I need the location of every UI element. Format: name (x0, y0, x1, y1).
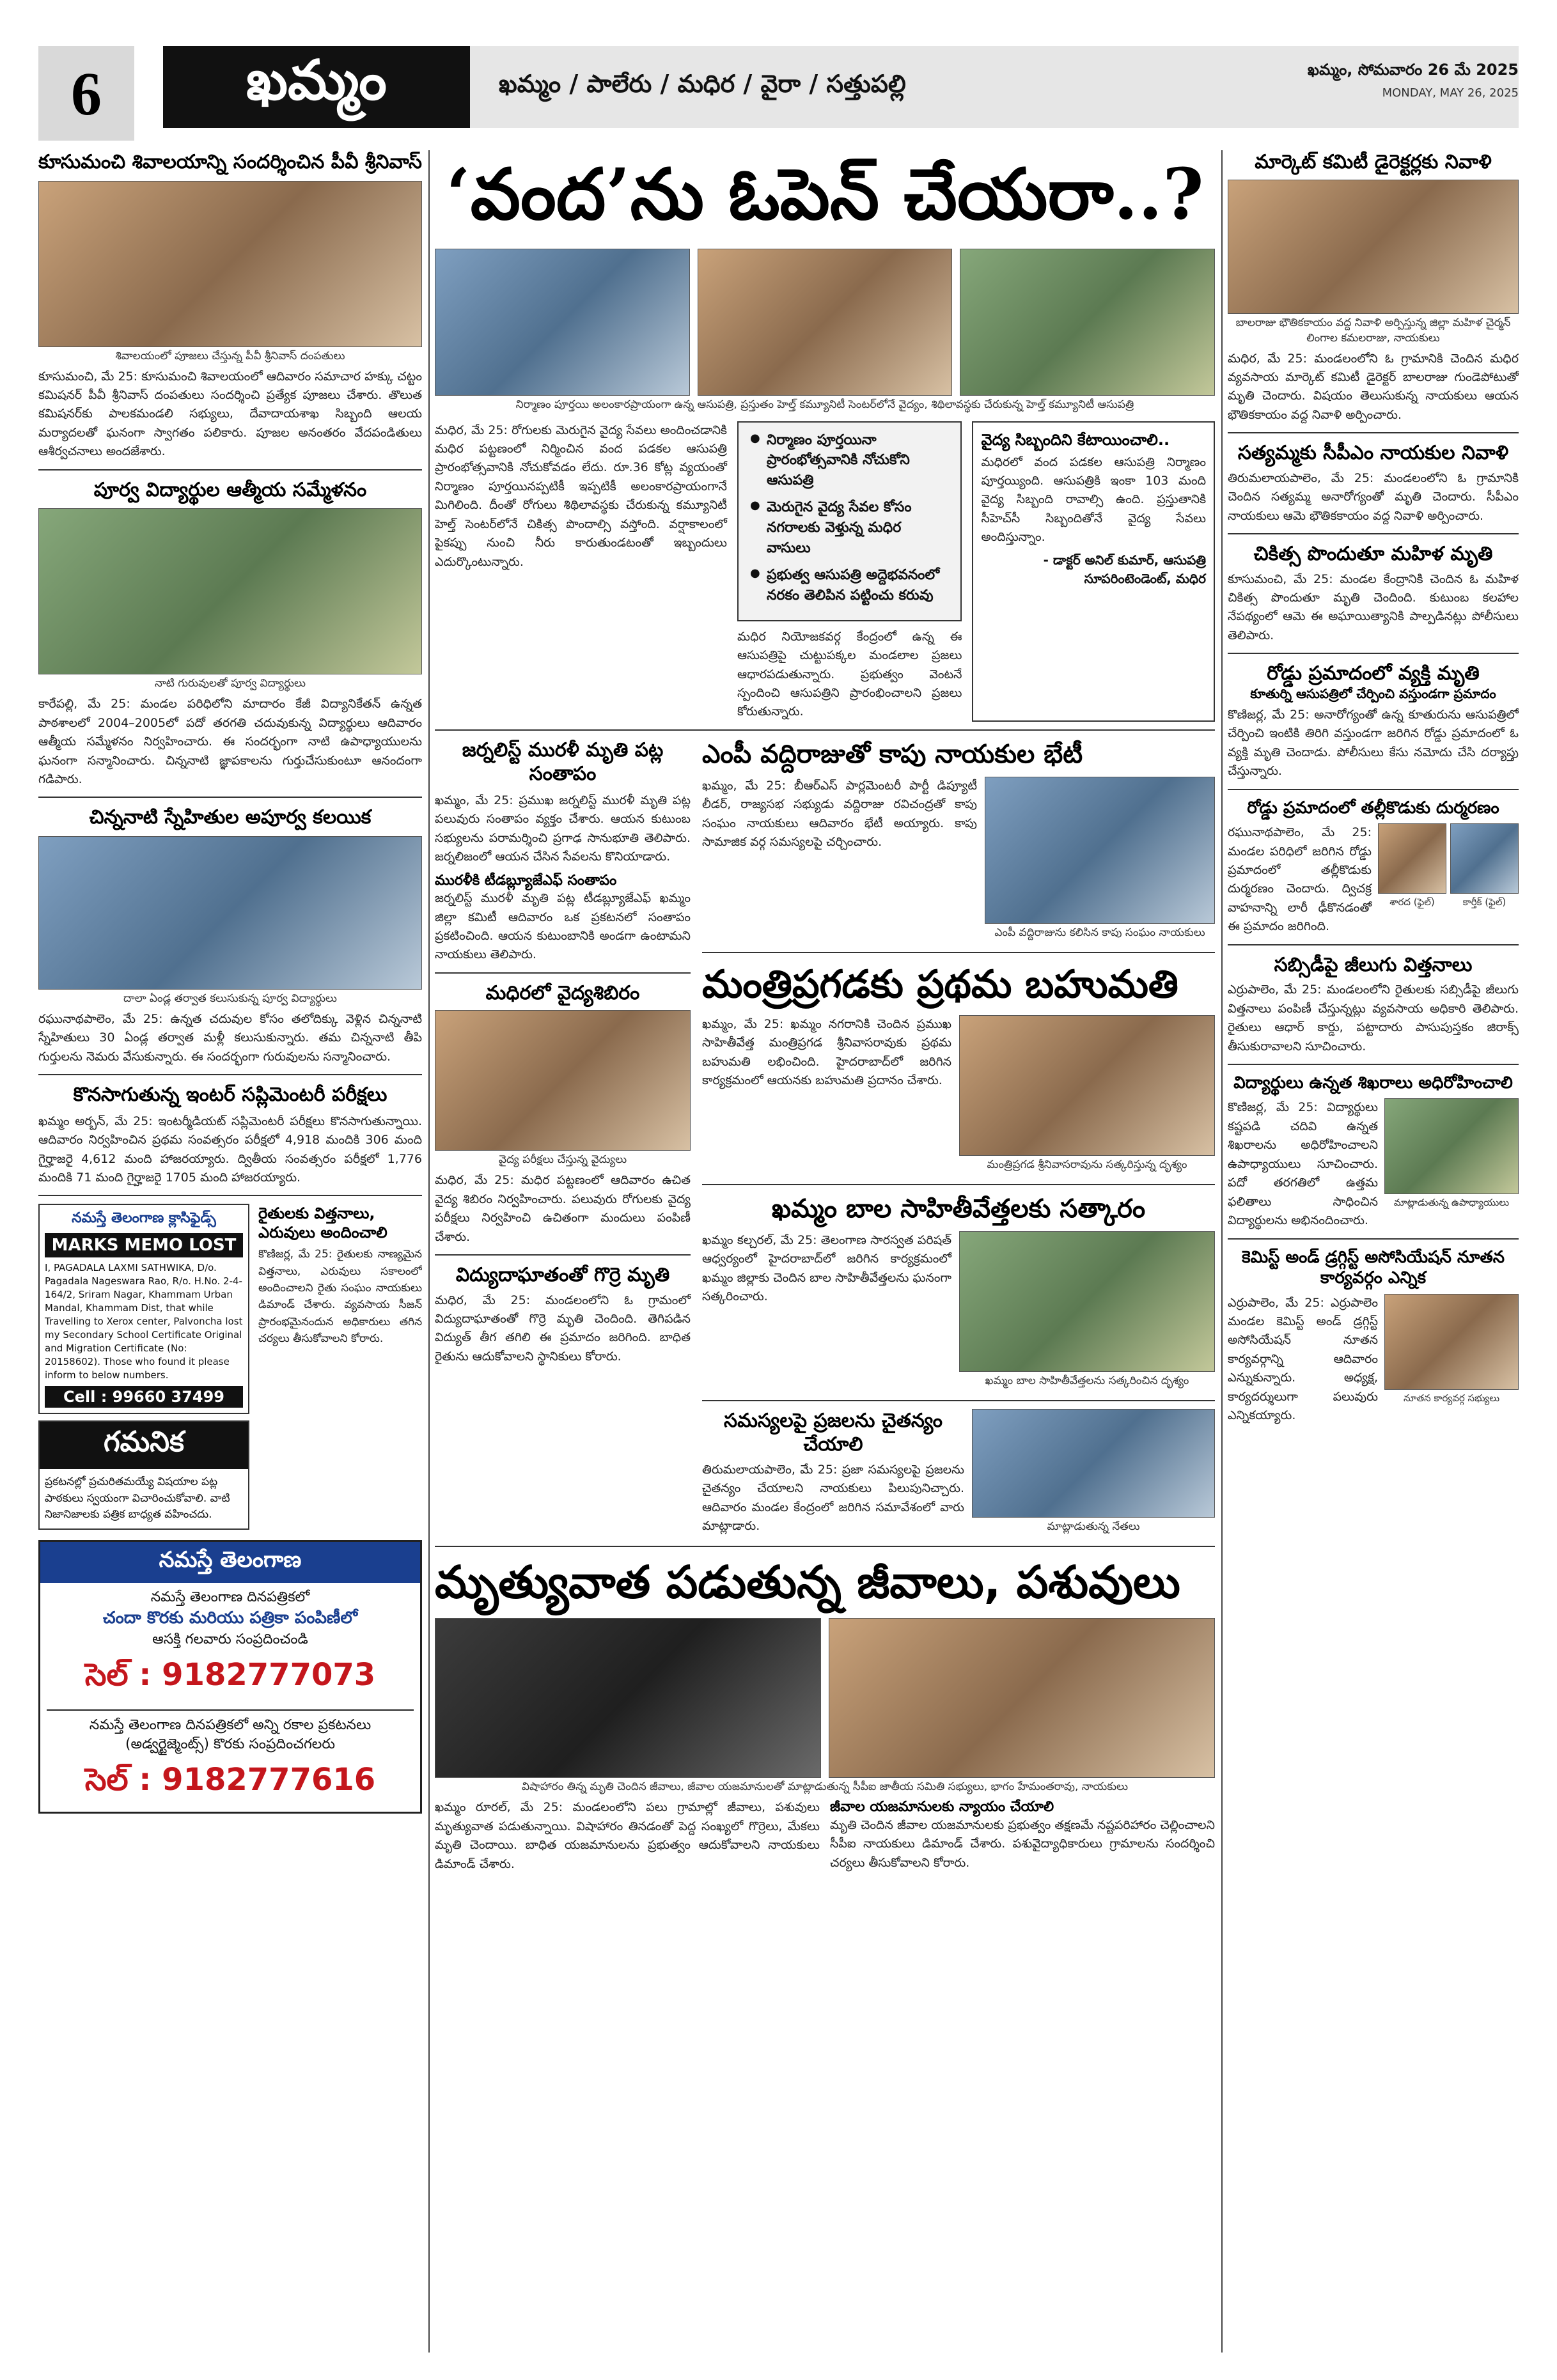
story-row (1228, 823, 1519, 937)
photo-caption: ఎంపీ వద్దిరాజును కలిసిన కాపు సంఘం నాయకులు (994, 926, 1205, 939)
photo-caption: కార్తీక్ (ఫైల్) (1462, 896, 1506, 908)
article-photo (38, 508, 422, 674)
right-column (1228, 150, 1519, 2353)
highlight: ● నిర్మాణం పూర్తయినా ప్రారంభోత్సవానికి నోచుకోని ఆసుపత్రి (750, 430, 950, 492)
portrait-photo (1378, 823, 1446, 894)
highlight: ● ప్రభుత్వ ఆసుపత్రి అద్దెభవనంలో నరకం తెలిపిన పట్టించు కరువు (750, 565, 950, 606)
article-body: కూసుమంచి, మే 25: మండల కేంద్రానికి చెందిన ఓ మహిళ చికిత్స పొందుతూ మృతి చెందింది. కుటుంబ కలహాల నేపథ్యంలో ఆమె ఈ అఘాయిత్యానికి పాల్పడినట్లు పోలీసులు తెలిపారు. (1228, 572, 1519, 642)
headline: మృత్యువాత పడుతున్న జీవాలు, పశువులు (435, 1555, 1180, 1608)
classified-text: I, PAGADALA LAXMI SATHWIKA, D/o. Pagadala Nageswara Rao, R/o. H.No. 2-4-164/2, Sriram Nagar, Khammam Urban Mandal, Khammam Dist, that while Travelling to Xerox center, Palvoncha lost my Secondary School Certificate Original and Migration Certificate (No: 20158602). Those who found it please inform to below numbers. (45, 1262, 243, 1381)
headline: విద్యుదాఘాతంతో గొర్రె మృతి (455, 1264, 670, 1287)
headline: రైతులకు విత్తనాలు, ఎరువులు అందించాలి (258, 1204, 387, 1242)
quote-headline: వైద్య సిబ్బందిని కేటాయించాలి.. (981, 430, 1170, 449)
text-block (830, 1798, 1215, 1874)
date-telugu: ఖమ్మం, సోమవారం 26 మే 2025 (1307, 61, 1519, 79)
divider (435, 1546, 1215, 1547)
headline: కెమిస్ట్ అండ్ డ్రగ్గిస్ట్ అసోసియేషన్ నూతన కార్యవర్గం ఎన్నిక (1242, 1247, 1505, 1287)
column-divider (428, 150, 430, 2353)
middle-column (435, 150, 1215, 2353)
quote-body: మధిరలో వంద పడకల ఆసుపత్రి నిర్మాణం పూర్తయ్యింది. ఆసుపత్రికి ఇంకా 103 మంది వైద్య సిబ్బంది రావాల్సి ఉంది. ప్రస్తుతానికి సీహెచ్‌సీ సిబ్బందితోనే వైద్య సేవలు అందిస్తున్నాం. (981, 455, 1206, 545)
photo-caption: నాటి గురువులతో పూర్వ విద్యార్థులు (155, 677, 306, 690)
ad-brand: నమస్తే తెలంగాణ (40, 1542, 420, 1583)
headline: మంత్రిప్రగడకు ప్రథమ బహుమతి (702, 961, 1178, 1007)
headline: రోడ్డు ప్రమాదంలో తల్లీకొడుకు దుర్మరణం (1247, 798, 1499, 818)
article-photo (1384, 1294, 1519, 1390)
notice-title: గమనిక (40, 1422, 248, 1469)
article-body: మధిర, మే 25: మండలంలోని ఓ గ్రామానికి చెందిన మధిర వ్యవసాయ మార్కెట్ కమిటీ డైరెక్టర్ బాలరాజు గుండెపోటుతో మృతి చెందారు. విషయం తెలుసుకున్న నాయకులు ఆయన భౌతికకాయం వద్ద నివాళి అర్పించారు. (1228, 351, 1519, 422)
meeting-photo (829, 1618, 1215, 1778)
divider (702, 1400, 1215, 1401)
story-row (702, 1409, 1215, 1538)
divider (435, 729, 1215, 731)
sub-headline: జీవాల యజమానులకు న్యాయం చేయాలి (830, 1799, 1054, 1816)
portrait-pair (1378, 823, 1519, 937)
article-body: మధిర, మే 25: మధిర పట్టణంలో ఆదివారం ఉచిత వైద్య శిబిరం నిర్వహించారు. పలువురు రోగులకు వైద్య పరీక్షలు నిర్వహించి ఉచితంగా మందులు పంపిణీ చేశారు. (435, 1173, 691, 1244)
lead-photos (435, 249, 1215, 396)
bottom-row (38, 1204, 422, 1530)
highlight: ● మెరుగైన వైద్య సేవల కోసం నగరాలకు వెళ్తున్న మధిర వాసులు (750, 497, 950, 559)
divider (38, 1074, 422, 1075)
subscription-ad (38, 1540, 422, 1814)
health-center-photo (960, 249, 1215, 396)
headline: ఎంపీ వద్దిరాజుతో కాపు నాయకుల భేటీ (702, 739, 1083, 769)
ad-line: నమస్తే తెలంగాణ దినపత్రికలో (150, 1589, 310, 1605)
article-body: రఘునాథపాలెం, మే 25: మండల పరిధిలో జరిగిన రోడ్డు ప్రమాదంలో తల్లీకొడుకు దుర్మరణం చెందారు. ద్విచక్ర వాహనాన్ని లారీ ఢీకొనడంతో ఈ ప్రమాదం జరిగింది. (1228, 825, 1372, 934)
lead-story (435, 421, 1215, 722)
article-body: జర్నలిస్ట్ మురళీ మృతి పట్ల టీడబ్ల్యూజేఎఫ్ ఖమ్మం జిల్లా కమిటీ ఆదివారం ఒక ప్రకటనలో సంతాపం ప్రకటించింది. ఆయన కుటుంబానికి అండగా ఉంటామని నాయకులు తెలిపారు. (435, 891, 691, 962)
headline: సబ్సిడీపై జీలుగు విత్తనాలు (1274, 953, 1473, 976)
article-photo (959, 1015, 1215, 1156)
mid-right-stack (702, 738, 1215, 1538)
article-photo (1228, 180, 1519, 314)
classified-brand: నమస్తే తెలంగాణ క్లాసిఫైడ్స్ (72, 1210, 216, 1227)
headline: చికిత్స పొందుతూ మహిళ మృతి (1253, 543, 1493, 566)
article-body: ఖమ్మం, మే 25: ఖమ్మం నగరానికి చెందిన ప్రముఖ సాహితీవేత్త మంత్రిప్రగడ శ్రీనివాసరావుకు ప్రథమ బహుమతి లభించింది. హైదరాబాద్‌లో జరిగిన కార్యక్రమంలో ఆయనకు బహుమతి ప్రదానం చేశారు. (702, 1016, 951, 1088)
article-photo (972, 1409, 1215, 1518)
ad-line: ఆసక్తి గలవారు సంప్రదించండి (152, 1631, 308, 1647)
sub-headline: కూతుర్ని ఆసుపత్రిలో చేర్పించి వస్తుండగా ప్రమాదం (1250, 685, 1496, 701)
article-photo (435, 1010, 691, 1151)
photo-block (1384, 1294, 1519, 1426)
headline: మధిరలో వైద్యశిబిరం (485, 981, 640, 1004)
article-photo (985, 777, 1215, 924)
ward-photo (698, 249, 953, 396)
story-row (702, 1231, 1215, 1392)
headline: కొనసాగుతున్న ఇంటర్ సప్లిమెంటరీ పరీక్షలు (73, 1084, 387, 1107)
photo-block (959, 1231, 1215, 1392)
headline: పూర్వ విద్యార్థుల ఆత్మీయ సమ్మేళనం (93, 478, 367, 501)
photo-caption: శారద (ఫైల్) (1389, 896, 1435, 908)
photo-caption: దాలా ఏండ్ల తర్వాత కలుసుకున్న పూర్వ విద్యార్థులు (123, 992, 337, 1005)
photo-block (972, 1409, 1215, 1538)
divider (1228, 533, 1519, 534)
article-body: మధిర, మే 25: రోగులకు మెరుగైన వైద్య సేవలు అందించడానికి మధిర పట్టణంలో నిర్మించిన వంద పడకల ఆసుపత్రి ప్రారంభోత్సవానికి నోచుకోవడం లేదు. రూ.36 కోట్ల వ్యయంతో నిర్మాణం పూర్తయినప్పటికీ ఇప్పటికీ అలంకారప్రాయంగానే మిగిలింది. దీంతో రోగులు శిథిలావస్థకు చేరుకున్న కమ్యూనిటీ హెల్త్ సెంటర్‌లోనే చికిత్స పొందాల్సి వస్తోంది. వర్షాకాలంలో పైకప్పు నుంచి నీరు కారుతుండటంతో ఇబ్బందులు ఎదుర్కొంటున్నారు. (435, 423, 727, 569)
article-body: ఖమ్మం కల్చరల్, మే 25: తెలంగాణ సారస్వత పరిషత్ ఆధ్వర్యంలో హైదరాబాద్‌లో జరిగిన కార్యక్రమంలో ఖమ్మం జిల్లాకు చెందిన బాల సాహితీవేత్తలను ఘనంగా సత్కరించారు. (702, 1233, 951, 1304)
portraits (1378, 823, 1519, 913)
edition-places: ఖమ్మం / పాలేరు / మధిర / వైరా / సత్తుపల్లి (499, 70, 906, 98)
photo-caption: నూతన కార్యవర్గ సభ్యులు (1403, 1392, 1500, 1404)
ad-phone: సెల్ : 9182777616 (84, 1761, 376, 1798)
article-body: కూసుమంచి, మే 25: కూసుమంచి శివాలయంలో ఆదివారం సమాచార హక్కు చట్టం కమిషనర్ పీవీ శ్రీనివాస్ దంపతులు సందర్శించి ప్రత్యేక పూజలు చేశారు. తొలుత కమిషనర్‌కు పాలకమండలి సభ్యులు, దేవాదాయశాఖ సిబ్బంది ఆలయ మర్యాదలతో ఘనంగా స్వాగతం పలికారు. పూజల అనంతరం వేదపండితులు ఆశీర్వచనాలు అందజేశారు. (38, 369, 422, 459)
story-photos (435, 1618, 1215, 1778)
headline: సమస్యలపై ప్రజలను చైతన్యం చేయాలి (724, 1409, 943, 1456)
photo-caption: మాట్లాడుతున్న నేతలు (1047, 1520, 1140, 1533)
portrait-block (1450, 823, 1519, 913)
divider (1228, 653, 1519, 654)
article-body: మధిర, మే 25: మండలంలోని ఓ గ్రామంలో విద్యుదాఘాతంతో గొర్రె మృతి చెందింది. తెగిపడిన విద్యుత్ తీగ తగిలి ఈ ప్రమాదం జరిగింది. బాధిత రైతును ఆదుకోవాలని స్థానికులు కోరారు. (435, 1293, 691, 1364)
article-body: కారేపల్లి, మే 25: మండల పరిధిలోని మాదారం కేజీ విద్యానికేతన్ ఉన్నత పాఠశాలలో 2004–2005లో పదో తరగతి చదువుకున్న విద్యార్థులు ఆదివారం ఆత్మీయ సమ్మేళనం నిర్వహించారు. ఈ సందర్భంగా నాటి ఉపాధ్యాయులను ఘనంగా సన్మానించారు. చిన్ననాటి జ్ఞాపకాలను గుర్తుచేసుకుంటూ ఆనందంగా గడిపారు. (38, 697, 422, 786)
headline: విద్యార్థులు ఉన్నత శిఖరాలు అధిరోహించాలి (1233, 1073, 1513, 1093)
headline: మార్కెట్ కమిటీ డైరెక్టర్లకు నివాళి (1255, 151, 1492, 173)
article-photo (38, 836, 422, 990)
classified-title: MARKS MEMO LOST (45, 1233, 243, 1257)
quote-byline: - డాక్టర్ అనిల్ కుమార్, ఆసుపత్రి సూపరింటెండెంట్, మధిర (1043, 552, 1206, 586)
date-english: MONDAY, MAY 26, 2025 (1382, 86, 1519, 100)
divider (702, 952, 1215, 953)
masthead-date (1308, 61, 1519, 100)
photo-caption: బాలరాజు భౌతికకాయం వద్ద నివాళి అర్పిస్తున్న జిల్లా మహిళ చైర్మన్ లింగాల కమలరాజు, నాయకులు (1235, 316, 1511, 345)
photo-block (985, 777, 1215, 944)
article-body: ఖమ్మం రూరల్, మే 25: మండలంలోని పలు గ్రామాల్లో జీవాలు, పశువులు మృత్యువాత పడుతున్నాయి. విషాహారం తినడంతో పెద్ద సంఖ్యలో గొర్రెలు, మేకలు మృతి చెందాయి. బాధిత యజమానులను ప్రభుత్వం ఆదుకోవాలని నాయకులు డిమాండ్ చేశారు. (435, 1800, 820, 1871)
divider (435, 972, 691, 974)
headline: కూసుమంచి శివాలయాన్ని సందర్శించిన పీవీ శ్రీనివాస్ (38, 151, 422, 173)
story-row (1228, 1098, 1519, 1230)
article-body: ఎర్రుపాలెం, మే 25: ఎర్రుపాలెం మండల కెమిస్ట్ అండ్ డ్రగ్గిస్ట్ అసోసియేషన్ నూతన కార్యవర్గాన్ని ఆదివారం ఎన్నుకున్నారు. అధ్యక్ష, కార్యదర్శులుగా పలువురు ఎన్నికయ్యారు. (1228, 1295, 1378, 1423)
article-body: కొణిజర్ల, మే 25: రైతులకు నాణ్యమైన విత్తనాలు, ఎరువులు సకాలంలో అందించాలని రైతు సంఘం నాయకులు డిమాండ్ చేశారు. వ్యవసాయ సీజన్ ప్రారంభమైనందున అధికారులు తగిన చర్యలు తీసుకోవాలని కోరారు. (258, 1248, 422, 1346)
photo-block (959, 1015, 1215, 1176)
divider (38, 1195, 422, 1196)
headline: రోడ్డు ప్రమాదంలో వ్యక్తి మృతి (1267, 662, 1480, 685)
story-row (1228, 1294, 1519, 1426)
photo-caption: వైద్య పరీక్షలు చేస్తున్న వైద్యులు (498, 1153, 627, 1167)
article-body: తిరుమలాయపాలెం, మే 25: ప్రజా సమస్యలపై ప్రజలను చైతన్యం చేయాలని నాయకులు పిలుపునిచ్చారు. ఆదివారం మండల కేంద్రంలో జరిగిన సమావేశంలో వారు మాట్లాడారు. (702, 1462, 964, 1534)
photo-caption: మంత్రిప్రగడ శ్రీనివాసరావును సత్కరిస్తున్న దృశ్యం (987, 1158, 1187, 1171)
ad-line: నమస్తే తెలంగాణ దినపత్రికలో అన్ని రకాల ప్రకటనలు (అడ్వర్టైజ్మెంట్స్) కొరకు సంప్రదించగలరు (47, 1709, 414, 1755)
notice-box (38, 1420, 249, 1530)
story-row (702, 777, 1215, 944)
sidebar-article (258, 1204, 422, 1530)
article-body: ఖమ్మం, మే 25: బీఆర్ఎస్ పార్లమెంటరీ పార్టీ డిప్యూటీ లీడర్, రాజ్యసభ సభ్యుడు వద్దిరాజు రవిచంద్రతో కాపు సంఘం నాయకులు ఆదివారం భేటీ అయ్యారు. కాపు సామాజిక వర్గ సమస్యలపై చర్చించారు. (702, 778, 977, 850)
article-body: రఘునాథపాలెం, మే 25: ఉన్నత చదువుల కోసం తలోదిక్కు వెళ్లిన చిన్ననాటి స్నేహితులు 30 ఏండ్ల తర్వాత మళ్లీ కలుసుకున్నారు. తమ చిన్ననాటి తీపి గుర్తులను నెమరు వేసుకున్నారు. ఈ సందర్భంగా గురువులను సన్మానించారు. (38, 1011, 422, 1064)
livestock-photo (435, 1618, 821, 1778)
photo-caption: ఖమ్మం బాల సాహితీవేత్తలను సత్కరించిన దృశ్యం (985, 1374, 1189, 1387)
article-body: ఎర్రుపాలెం, మే 25: మండలంలోని రైతులకు సబ్సిడీపై జీలుగు విత్తనాలు పంపిణీ చేస్తున్నట్లు వ్యవసాయ అధికారి తెలిపారు. రైతులు ఆధార్ కార్డు, పట్టాదారు పాసుపుస్తకం జిరాక్స్ తీసుకురావాలని సూచించారు. (1228, 983, 1519, 1054)
ad-content (40, 1583, 420, 1812)
article-photo (1384, 1098, 1519, 1194)
article-photo (959, 1231, 1215, 1372)
hospital-photo (435, 249, 690, 396)
divider (435, 1254, 691, 1256)
divider (1228, 789, 1519, 790)
divider (38, 469, 422, 471)
headline: సత్యమ్మకు సీపీఎం నాయకుల నివాళి (1237, 442, 1509, 465)
portrait-photo (1450, 823, 1519, 894)
photo-caption: మాట్లాడుతున్న ఉపాధ్యాయులు (1393, 1197, 1510, 1209)
portrait-block (1378, 823, 1446, 913)
photo-caption: నిర్మాణం పూర్తయి అలంకారప్రాయంగా ఉన్న ఆసుపత్రి, ప్రస్తుతం హెల్త్ కమ్యూనిటీ సెంటర్‌లోనే వైద్యం, శిథిలావస్థకు చేరుకున్న హెల్త్ కమ్యూనిటీ ఆసుపత్రి (515, 398, 1134, 411)
article-body: కొణిజర్ల, మే 25: విద్యార్థులు కష్టపడి చదివి ఉన్నత శిఖరాలను అధిరోహించాలని ఉపాధ్యాయులు సూచించారు. పదో తరగతిలో ఉత్తమ ఫలితాలు సాధించిన విద్యార్థులను అభినందించారు. (1228, 1100, 1378, 1228)
obituary-story (435, 738, 691, 1538)
text-block (702, 1409, 964, 1538)
article-body: తిరుమలాయపాలెం, మే 25: మండలంలోని ఓ గ్రామానికి చెందిన సత్యమ్మ అనారోగ్యంతో మృతి చెందారు. సీపీఎం నాయకులు ఆమె భౌతికకాయం వద్ద నివాళి అర్పించారు. (1228, 471, 1519, 523)
divider (1228, 432, 1519, 433)
sub-headline: మురళీకి టీడబ్ల్యూజేఎఫ్ సంతాపం (435, 872, 617, 889)
photo-block (1384, 1098, 1519, 1230)
lead-headline: ‘వంద’ను ఓపెన్ చేయరా..? (446, 153, 1204, 235)
divider (1228, 1064, 1519, 1065)
classified-ad (38, 1204, 249, 1414)
headline: చిన్ననాటి స్నేహితుల అపూర్వ కలయిక (89, 806, 372, 829)
story-row (702, 1015, 1215, 1176)
article-body: మధిర నియోజకవర్గ కేంద్రంలో ఉన్న ఈ ఆసుపత్రిపై చుట్టుపక్కల మండలాల ప్రజలు ఆధారపడుతున్నారు. ప్రభుత్వం వెంటనే స్పందించి ఆసుపత్రిని ప్రారంభించాలని ప్రజలు కోరుతున్నారు. (737, 629, 962, 719)
ad-line: చందా కొరకు మరియు పత్రికా పంపిణీలో (102, 1608, 358, 1628)
lead-sidebar (737, 421, 962, 722)
divider (702, 1184, 1215, 1185)
quote-box (972, 421, 1215, 722)
photo-caption: శివాలయంలో పూజలు చేస్తున్న పీవీ శ్రీనివాస్ దంపతులు (115, 349, 345, 362)
article-body: ఖమ్మం అర్బన్, మే 25: ఇంటర్మీడియట్ సప్లిమెంటరీ పరీక్షలు కొనసాగుతున్నాయి. ఆదివారం నిర్వహించిన ప్రథమ సంవత్సరం పరీక్షలో 4,918 మందికి 306 మంది గైర్హాజరై 4,612 మంది హాజరయ్యారు. ద్వితీయ సంవత్సరం పరీక్షలో 1,776 మందికి 71 మంది గైర్హాజరై 1705 మంది హాజరయ్యారు. (38, 1114, 422, 1185)
left-column (38, 150, 422, 2353)
article-photo (38, 181, 422, 347)
article-body: ఖమ్మం, మే 25: ప్రముఖ జర్నలిస్ట్ మురళీ మృతి పట్ల పలువురు సంతాపం వ్యక్తం చేశారు. ఆయన కుటుంబ సభ్యులను పరామర్శించి ప్రగాఢ సానుభూతి తెలిపారు. జర్నలిజంలో ఆయన చేసిన సేవలను కొనియాడారు. (435, 793, 691, 864)
column-divider (1221, 150, 1223, 2353)
notice-text: ప్రకటనల్లో ప్రచురితమయ్యే విషయాల పట్ల పాఠకులు స్వయంగా విచారించుకోవాలి. వాటి నిజానిజాలకు పత్రిక బాధ్యత వహించదు. (45, 1475, 230, 1521)
story-row (435, 1798, 1215, 1874)
classifieds-block (38, 1204, 249, 1530)
edition-name: ఖమ్మం (163, 46, 470, 128)
divider (1228, 1238, 1519, 1240)
classified-phone: Cell : 99660 37499 (45, 1386, 243, 1408)
headline: ఖమ్మం బాల సాహితీవేత్తలకు సత్కారం (771, 1194, 1146, 1224)
headline: జర్నలిస్ట్ మురళీ మృతి పట్ల సంతాపం (462, 738, 664, 786)
photo-caption: విషాహారం తిన్న మృతి చెందిన జీవాలు, జీవాల యజమానులతో మాట్లాడుతున్న సీపీఐ జాతీయ సమితి సభ్యులు, భాగం హేమంతరావు, నాయకులు (522, 1780, 1128, 1794)
article-body: మృతి చెందిన జీవాల యజమానులకు ప్రభుత్వం తక్షణమే నష్టపరిహారం చెల్లించాలని సీపీఐ నాయకులు డిమాండ్ చేశారు. పశువైద్యాధికారులు గ్రామాలను సందర్శించి చర్యలు తీసుకోవాలని కోరారు. (830, 1817, 1215, 1870)
divider (1228, 944, 1519, 945)
mid-row-1 (435, 738, 1215, 1538)
divider (38, 797, 422, 798)
article-body: కొణిజర్ల, మే 25: అనారోగ్యంతో ఉన్న కూతురును ఆసుపత్రిలో చేర్పించి ఇంటికి తిరిగి వస్తుండగా జరిగిన రోడ్డు ప్రమాదంలో ఓ వ్యక్తి మృతి చెందాడు. పోలీసులు కేసు నమోదు చేసి దర్యాప్తు చేస్తున్నారు. (1228, 707, 1519, 779)
highlights-box (737, 421, 962, 621)
page-number: 6 (38, 46, 134, 141)
ad-phone: సెల్ : 9182777073 (84, 1656, 376, 1693)
